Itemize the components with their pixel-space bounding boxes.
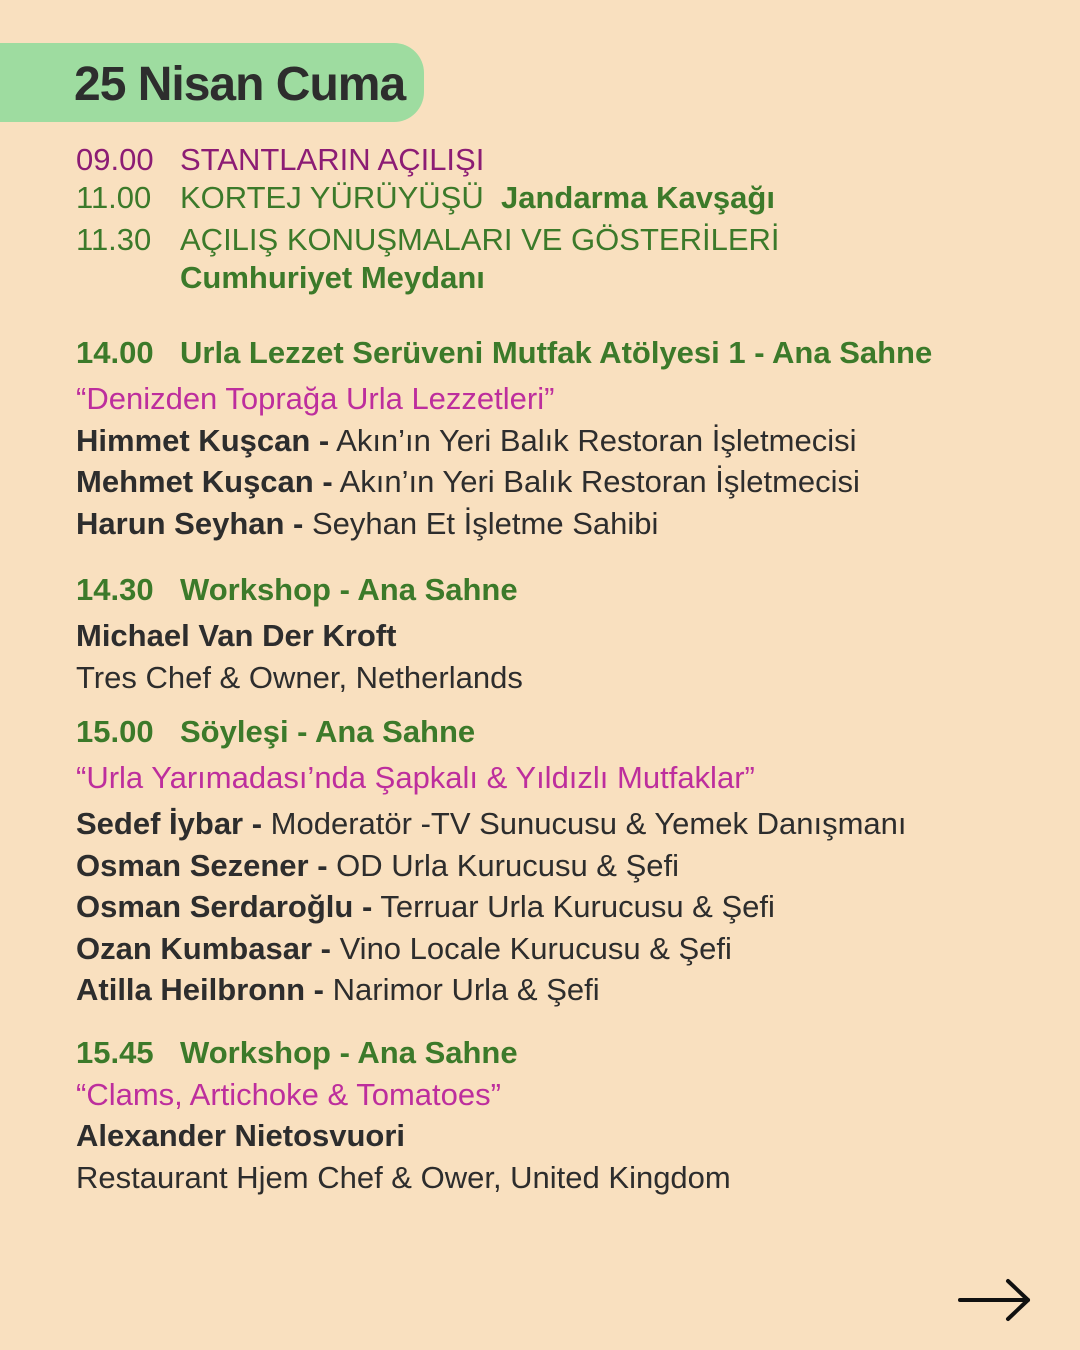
- participant: [76, 463, 860, 501]
- event-time: 09.00: [76, 142, 154, 177]
- participant: [76, 805, 907, 843]
- session-title: Workshop - Ana Sahne: [180, 572, 518, 607]
- participant-role: Akın’ın Yeri Balık Restoran İşletmecisi: [329, 423, 857, 458]
- event-time: 11.30: [76, 222, 152, 257]
- event-title: AÇILIŞ KONUŞMALARI VE GÖSTERİLERİ: [180, 222, 780, 257]
- participant: [76, 971, 600, 1009]
- participant-role: OD Urla Kurucusu & Şefi: [327, 848, 680, 883]
- participant: [76, 847, 679, 885]
- participant-name: Atilla Heilbronn -: [76, 972, 324, 1007]
- event-opening-stands: [76, 141, 484, 179]
- participant-role: Vino Locale Kurucusu & Şefi: [330, 931, 732, 966]
- participant-name: Ozan Kumbasar -: [76, 931, 331, 966]
- date-title: 25 Nisan Cuma: [74, 58, 406, 111]
- participant: [76, 505, 658, 543]
- participant-name: Osman Sezener -: [76, 848, 328, 883]
- session-title: Urla Lezzet Serüveni Mutfak Atölyesi 1 - Ana Sahne: [180, 335, 933, 370]
- session-time: 14.00: [76, 335, 154, 370]
- participant-role: Terruar Urla Kurucusu & Şefi: [372, 889, 775, 924]
- participant-role: Narimor Urla & Şefi: [324, 972, 600, 1007]
- event-title: KORTEJ YÜRÜYÜŞÜ: [180, 180, 484, 215]
- participant-role: Akın’ın Yeri Balık Restoran İşletmecisi: [332, 464, 860, 499]
- speaker-name: Alexander Nietosvuori: [76, 1118, 406, 1153]
- session-header: [76, 334, 932, 372]
- participant-role: Moderatör -TV Sunucusu & Yemek Danışmanı: [262, 806, 907, 841]
- participant: [76, 422, 856, 460]
- participant-name: Himmet Kuşcan -: [76, 423, 330, 458]
- session-header: [76, 1034, 518, 1072]
- session-title: Workshop - Ana Sahne: [180, 1035, 518, 1070]
- session-subtitle: “Clams, Artichoke & Tomatoes”: [76, 1077, 501, 1112]
- participant-role: Seyhan Et İşletme Sahibi: [303, 506, 659, 541]
- speaker-name: Michael Van Der Kroft: [76, 618, 397, 653]
- event-title: STANTLARIN AÇILIŞI: [180, 142, 485, 177]
- event-location: Jandarma Kavşağı: [500, 180, 775, 215]
- session-time: 15.00: [76, 714, 154, 749]
- participant: [76, 930, 732, 968]
- session-title: Söyleşi - Ana Sahne: [180, 714, 476, 749]
- date-badge: [0, 43, 424, 122]
- session-subtitle: “Denizden Toprağa Urla Lezzetleri”: [76, 381, 555, 416]
- participant-name: Mehmet Kuşcan -: [76, 464, 333, 499]
- participant-name: Harun Seyhan -: [76, 506, 304, 541]
- session-time: 14.30: [76, 572, 154, 607]
- speaker-info: Restaurant Hjem Chef & Ower, United Kingdom: [76, 1160, 731, 1195]
- event-location: Cumhuriyet Meydanı: [180, 260, 485, 295]
- speaker-info: Tres Chef & Owner, Netherlands: [76, 660, 523, 695]
- event-cortege: [76, 179, 775, 217]
- session-time: 15.45: [76, 1035, 154, 1070]
- session-header: [76, 571, 518, 609]
- session-subtitle: “Urla Yarımadası’nda Şapkalı & Yıldızlı Mutfaklar”: [76, 760, 755, 795]
- event-time: 11.00: [76, 180, 152, 215]
- participant-name: Osman Serdaroğlu -: [76, 889, 373, 924]
- participant: [76, 888, 775, 926]
- participant-name: Sedef İybar -: [76, 806, 263, 841]
- arrow-right-icon[interactable]: [958, 1278, 1032, 1322]
- event-opening-speeches: [76, 221, 780, 259]
- session-header: [76, 713, 475, 751]
